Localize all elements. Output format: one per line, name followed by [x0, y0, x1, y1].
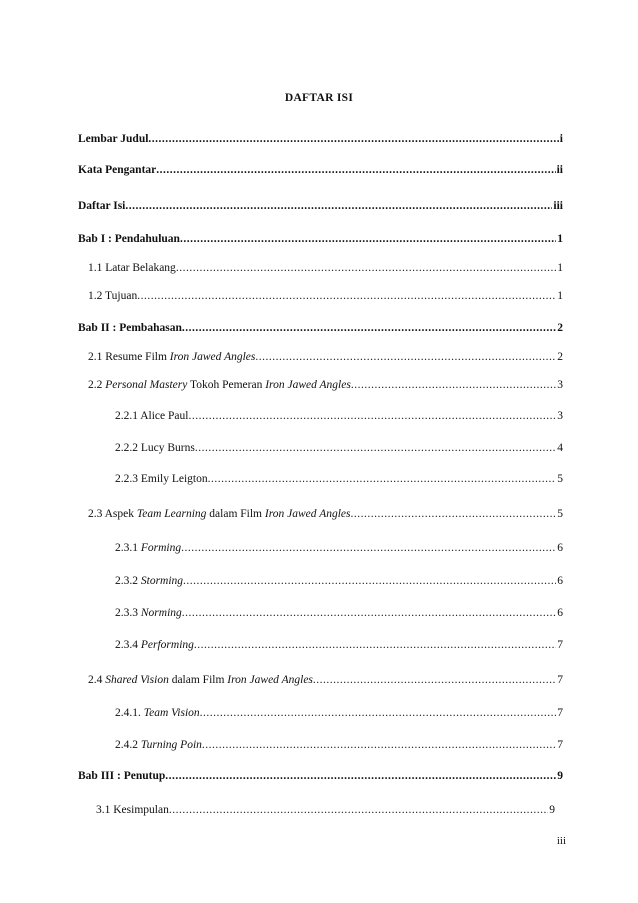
page-title: DAFTAR ISI — [284, 92, 354, 104]
toc-entry-title — [115, 540, 181, 556]
toc-entry-title-segment: 1.2 Tujuan — [88, 290, 138, 302]
toc-entry-title — [115, 573, 183, 589]
toc-entry[interactable] — [78, 231, 563, 247]
toc-entry-page: 4 — [557, 442, 563, 454]
toc-entry-title — [78, 198, 125, 214]
toc-dot-leader — [148, 131, 558, 147]
toc-entry-page: 1 — [557, 233, 563, 245]
toc-entry-page: 6 — [557, 607, 563, 619]
toc-entry-title-italic: Iron Jawed Angles — [265, 379, 351, 391]
toc-entry-title-segment: 2.3.2 — [115, 575, 141, 587]
toc-entry-title — [115, 705, 200, 721]
toc-entry-title — [78, 131, 148, 147]
toc-dot-leader — [125, 198, 552, 214]
toc-entry-title-segment: Lembar Judul — [78, 133, 149, 145]
toc-entry-title — [96, 802, 169, 818]
toc-entry[interactable] — [115, 705, 563, 721]
toc-dot-leader — [169, 802, 548, 818]
toc-dot-leader — [195, 440, 556, 456]
toc-entry-title — [115, 408, 188, 424]
toc-entry-title — [78, 162, 156, 178]
toc-entry[interactable] — [78, 162, 563, 178]
toc-entry[interactable] — [88, 288, 563, 304]
toc-entry-title-segment: 2.2.3 Emily Leigton — [115, 473, 208, 485]
toc-entry-title — [115, 737, 202, 753]
toc-entry-page: 9 — [557, 770, 563, 782]
toc-entry-title-italic: Team Vision — [143, 707, 200, 719]
toc-entry[interactable] — [78, 320, 563, 336]
toc-entry[interactable] — [88, 260, 563, 276]
toc-dot-leader — [200, 705, 557, 721]
toc-entry-page: 5 — [557, 473, 563, 485]
toc-entry-page: 7 — [557, 707, 563, 719]
toc-entry-title-italic: Iron Jawed Angles — [264, 508, 351, 520]
toc-entry-page: 3 — [557, 379, 563, 391]
toc-entry-title-segment: Bab II : Pembahasan — [78, 322, 182, 334]
toc-entry-title-segment: 2.4.1. — [115, 707, 144, 719]
toc-entry-title-segment: Bab III : Penutup — [78, 770, 166, 782]
toc-entry-page: iii — [553, 200, 563, 212]
toc-entry[interactable] — [115, 540, 563, 556]
toc-dot-leader — [182, 320, 556, 336]
toc-dot-leader — [182, 605, 556, 621]
toc-dot-leader — [202, 737, 556, 753]
toc-entry-title-italic: Norming — [140, 607, 182, 619]
toc-entry-title — [115, 471, 208, 487]
toc-entry[interactable] — [115, 440, 563, 456]
toc-dot-leader — [351, 377, 556, 393]
toc-entry-page: 1 — [557, 262, 563, 274]
toc-entry[interactable] — [78, 131, 563, 147]
toc-dot-leader — [176, 260, 556, 276]
toc-entry-page: 2 — [557, 351, 563, 363]
toc-entry[interactable] — [115, 573, 563, 589]
toc-entry-title-segment: 2.2 — [88, 379, 106, 391]
page-number: iii — [556, 835, 566, 847]
toc-dot-leader — [183, 573, 556, 589]
toc-entry-title-italic: Turning Poin — [140, 739, 202, 751]
toc-entry-title-segment: Daftar Isi — [78, 200, 126, 212]
toc-entry-title-segment: Bab I : Pendahuluan — [78, 233, 180, 245]
toc-entry[interactable] — [88, 506, 563, 522]
toc-entry-title-italic: Storming — [140, 575, 184, 587]
toc-entry-title-italic: Iron Jawed Angles — [169, 351, 256, 363]
toc-entry-title-segment: 2.3.1 — [115, 542, 141, 554]
toc-entry-title-segment: Kata Pengantar — [78, 164, 157, 176]
toc-entry-title — [78, 320, 182, 336]
toc-entry-title-segment: 2.2.1 Alice Paul — [115, 410, 189, 422]
toc-entry-page: 7 — [557, 639, 563, 651]
toc-dot-leader — [188, 408, 556, 424]
toc-dot-leader — [137, 288, 556, 304]
toc-entry-title — [88, 260, 176, 276]
toc-entry-page: i — [559, 133, 563, 145]
toc-entry-page: 5 — [557, 508, 563, 520]
toc-entry-title — [88, 672, 313, 688]
toc-entry-title-segment: 2.4.2 — [115, 739, 141, 751]
toc-entry-title-segment: 2.3 Aspek — [88, 508, 137, 520]
toc-entry-title — [88, 506, 351, 522]
toc-entry-title-italic: Forming — [140, 542, 182, 554]
toc-entry[interactable] — [88, 349, 563, 365]
toc-entry-title — [115, 440, 195, 456]
toc-entry-title-segment: 2.3.3 — [115, 607, 141, 619]
toc-entry-title-segment: 1.1 Latar Belakang — [88, 262, 176, 274]
toc-entry-page: 3 — [557, 410, 563, 422]
toc-entry-page: 2 — [557, 322, 563, 334]
toc-entry-page: 6 — [557, 542, 563, 554]
toc-entry-title-segment: 2.3.4 — [115, 639, 141, 651]
toc-dot-leader — [180, 231, 556, 247]
toc-dot-leader — [313, 672, 556, 688]
toc-entry[interactable] — [88, 377, 563, 393]
toc-entry-title-italic: Performing — [140, 639, 194, 651]
toc-dot-leader — [165, 768, 556, 784]
toc-entry-title-segment: 2.1 Resume Film — [88, 351, 170, 363]
toc-entry[interactable] — [96, 802, 555, 818]
toc-entry[interactable] — [78, 768, 563, 784]
toc-dot-leader — [208, 471, 557, 487]
toc-entry-title — [115, 605, 182, 621]
toc-entry-title-italic: Iron Jawed Angles — [227, 674, 313, 686]
toc-entry-title — [88, 288, 137, 304]
toc-entry[interactable] — [115, 471, 563, 487]
toc-dot-leader — [156, 162, 555, 178]
toc-entry-page: 7 — [557, 739, 563, 751]
toc-entry[interactable] — [78, 198, 563, 214]
toc-entry-page: ii — [556, 164, 563, 176]
toc-entry-title-segment: 2.2.2 Lucy Burns — [115, 442, 195, 454]
toc-entry-title — [88, 377, 351, 393]
toc-entry-page: 6 — [557, 575, 563, 587]
toc-entry-title-segment: dalam Film — [168, 674, 228, 686]
toc-entry-title — [78, 231, 180, 247]
toc-dot-leader — [181, 540, 556, 556]
toc-entry-title-segment: dalam Film — [206, 508, 265, 520]
toc-entry-title-segment: 3.1 Kesimpulan — [96, 804, 169, 816]
toc-entry-title-italic: Shared Vision — [105, 674, 169, 686]
toc-entry[interactable] — [115, 408, 563, 424]
toc-entry-title-italic: Personal Mastery — [105, 379, 188, 391]
toc-dot-leader — [351, 506, 557, 522]
toc-entry-title-segment: Tokoh Pemeran — [187, 379, 266, 391]
toc-entry[interactable] — [115, 737, 563, 753]
toc-entry-page: 1 — [557, 290, 563, 302]
toc-dot-leader — [194, 637, 556, 653]
toc-entry-page: 7 — [557, 674, 563, 686]
toc-entry-title-segment: 2.4 — [88, 674, 106, 686]
toc-entry-title — [78, 768, 165, 784]
toc-entry-title — [115, 637, 194, 653]
toc-entry[interactable] — [88, 672, 563, 688]
toc-entry[interactable] — [115, 605, 563, 621]
toc-entry-title — [88, 349, 255, 365]
toc-entry-title-italic: Team Learning — [136, 508, 207, 520]
toc-entry-page: 9 — [549, 804, 555, 816]
toc-entry[interactable] — [115, 637, 563, 653]
toc-dot-leader — [255, 349, 556, 365]
